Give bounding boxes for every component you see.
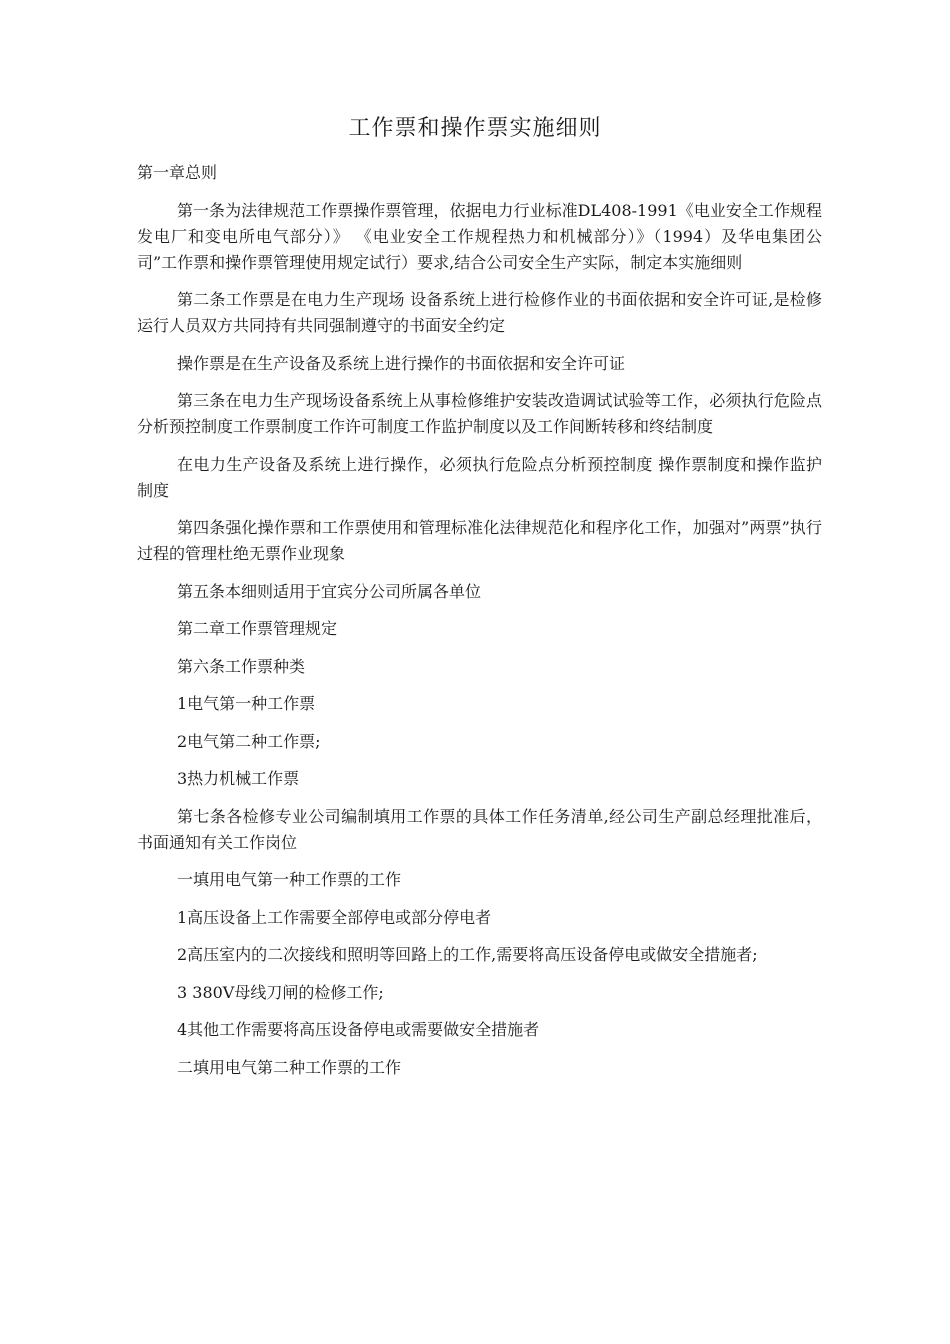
section-heading: 二填用电气第二种工作票的工作 xyxy=(177,1057,402,1077)
paragraph: 第六条工作票种类 xyxy=(177,656,306,676)
paragraph: 第三条在电力生产现场设备系统上从事检修维护安装改造调试试验等工作，必须执行危险点分析预控制度工作票制度工作许可制度工作监护制度以及工作间断转移和终结制度 xyxy=(137,391,822,436)
document-body xyxy=(137,160,822,1092)
document-title: 工作票和操作票实施细则 xyxy=(348,116,602,141)
list-item: 3热力机械工作票 xyxy=(177,769,300,788)
paragraph: 在电力生产设备及系统上进行操作，必须执行危险点分析预控制度 操作票制度和操作监护制度 xyxy=(137,454,822,500)
list-item: 3 380V母线刀闸的检修工作; xyxy=(177,982,384,1002)
paragraph: 第二条工作票是在电力生产现场 设备系统上进行检修作业的书面依据和安全许可证,是检修运行人员双方共同持有共同强制遵守的书面安全约定 xyxy=(137,290,822,335)
paragraph: 第一条为法律规范工作票操作票管理，依据电力行业标准DL408-1991《电业安全工作规程发电厂和变电所电气部分）》 《电业安全工作规程热力和机械部分）》（1994）及华电集团公司”工作票和操作票管理使用规定试行）要求,结合公司安全生产实际，制定本实施细则 xyxy=(137,200,822,272)
list-item: 2高压室内的二次接线和照明等回路上的工作,需要将高压设备停电或做安全措施者; xyxy=(177,945,758,964)
chapter-heading: 第二章工作票管理规定 xyxy=(177,619,338,638)
section-heading: 一填用电气第一种工作票的工作 xyxy=(177,870,402,889)
list-item: 4其他工作需要将高压设备停电或需要做安全措施者 xyxy=(177,1020,540,1039)
list-item: 1高压设备上工作需要全部停电或部分停电者 xyxy=(177,907,492,927)
list-item: 2电气第二种工作票; xyxy=(177,731,321,751)
paragraph: 第四条强化操作票和工作票使用和管理标准化法律规范化和程序化工作，加强对”两票”执行过程的管理杜绝无票作业现象 xyxy=(137,518,822,563)
paragraph: 操作票是在生产设备及系统上进行操作的书面依据和安全许可证 xyxy=(177,353,626,373)
paragraph: 第五条本细则适用于宜宾分公司所属各单位 xyxy=(177,581,482,601)
paragraph: 第七条各检修专业公司编制填用工作票的具体工作任务清单,经公司生产副总经理批准后，书面通知有关工作岗位 xyxy=(137,806,822,852)
chapter-heading: 第一章总则 xyxy=(137,163,218,182)
list-item: 1电气第一种工作票 xyxy=(177,694,316,713)
